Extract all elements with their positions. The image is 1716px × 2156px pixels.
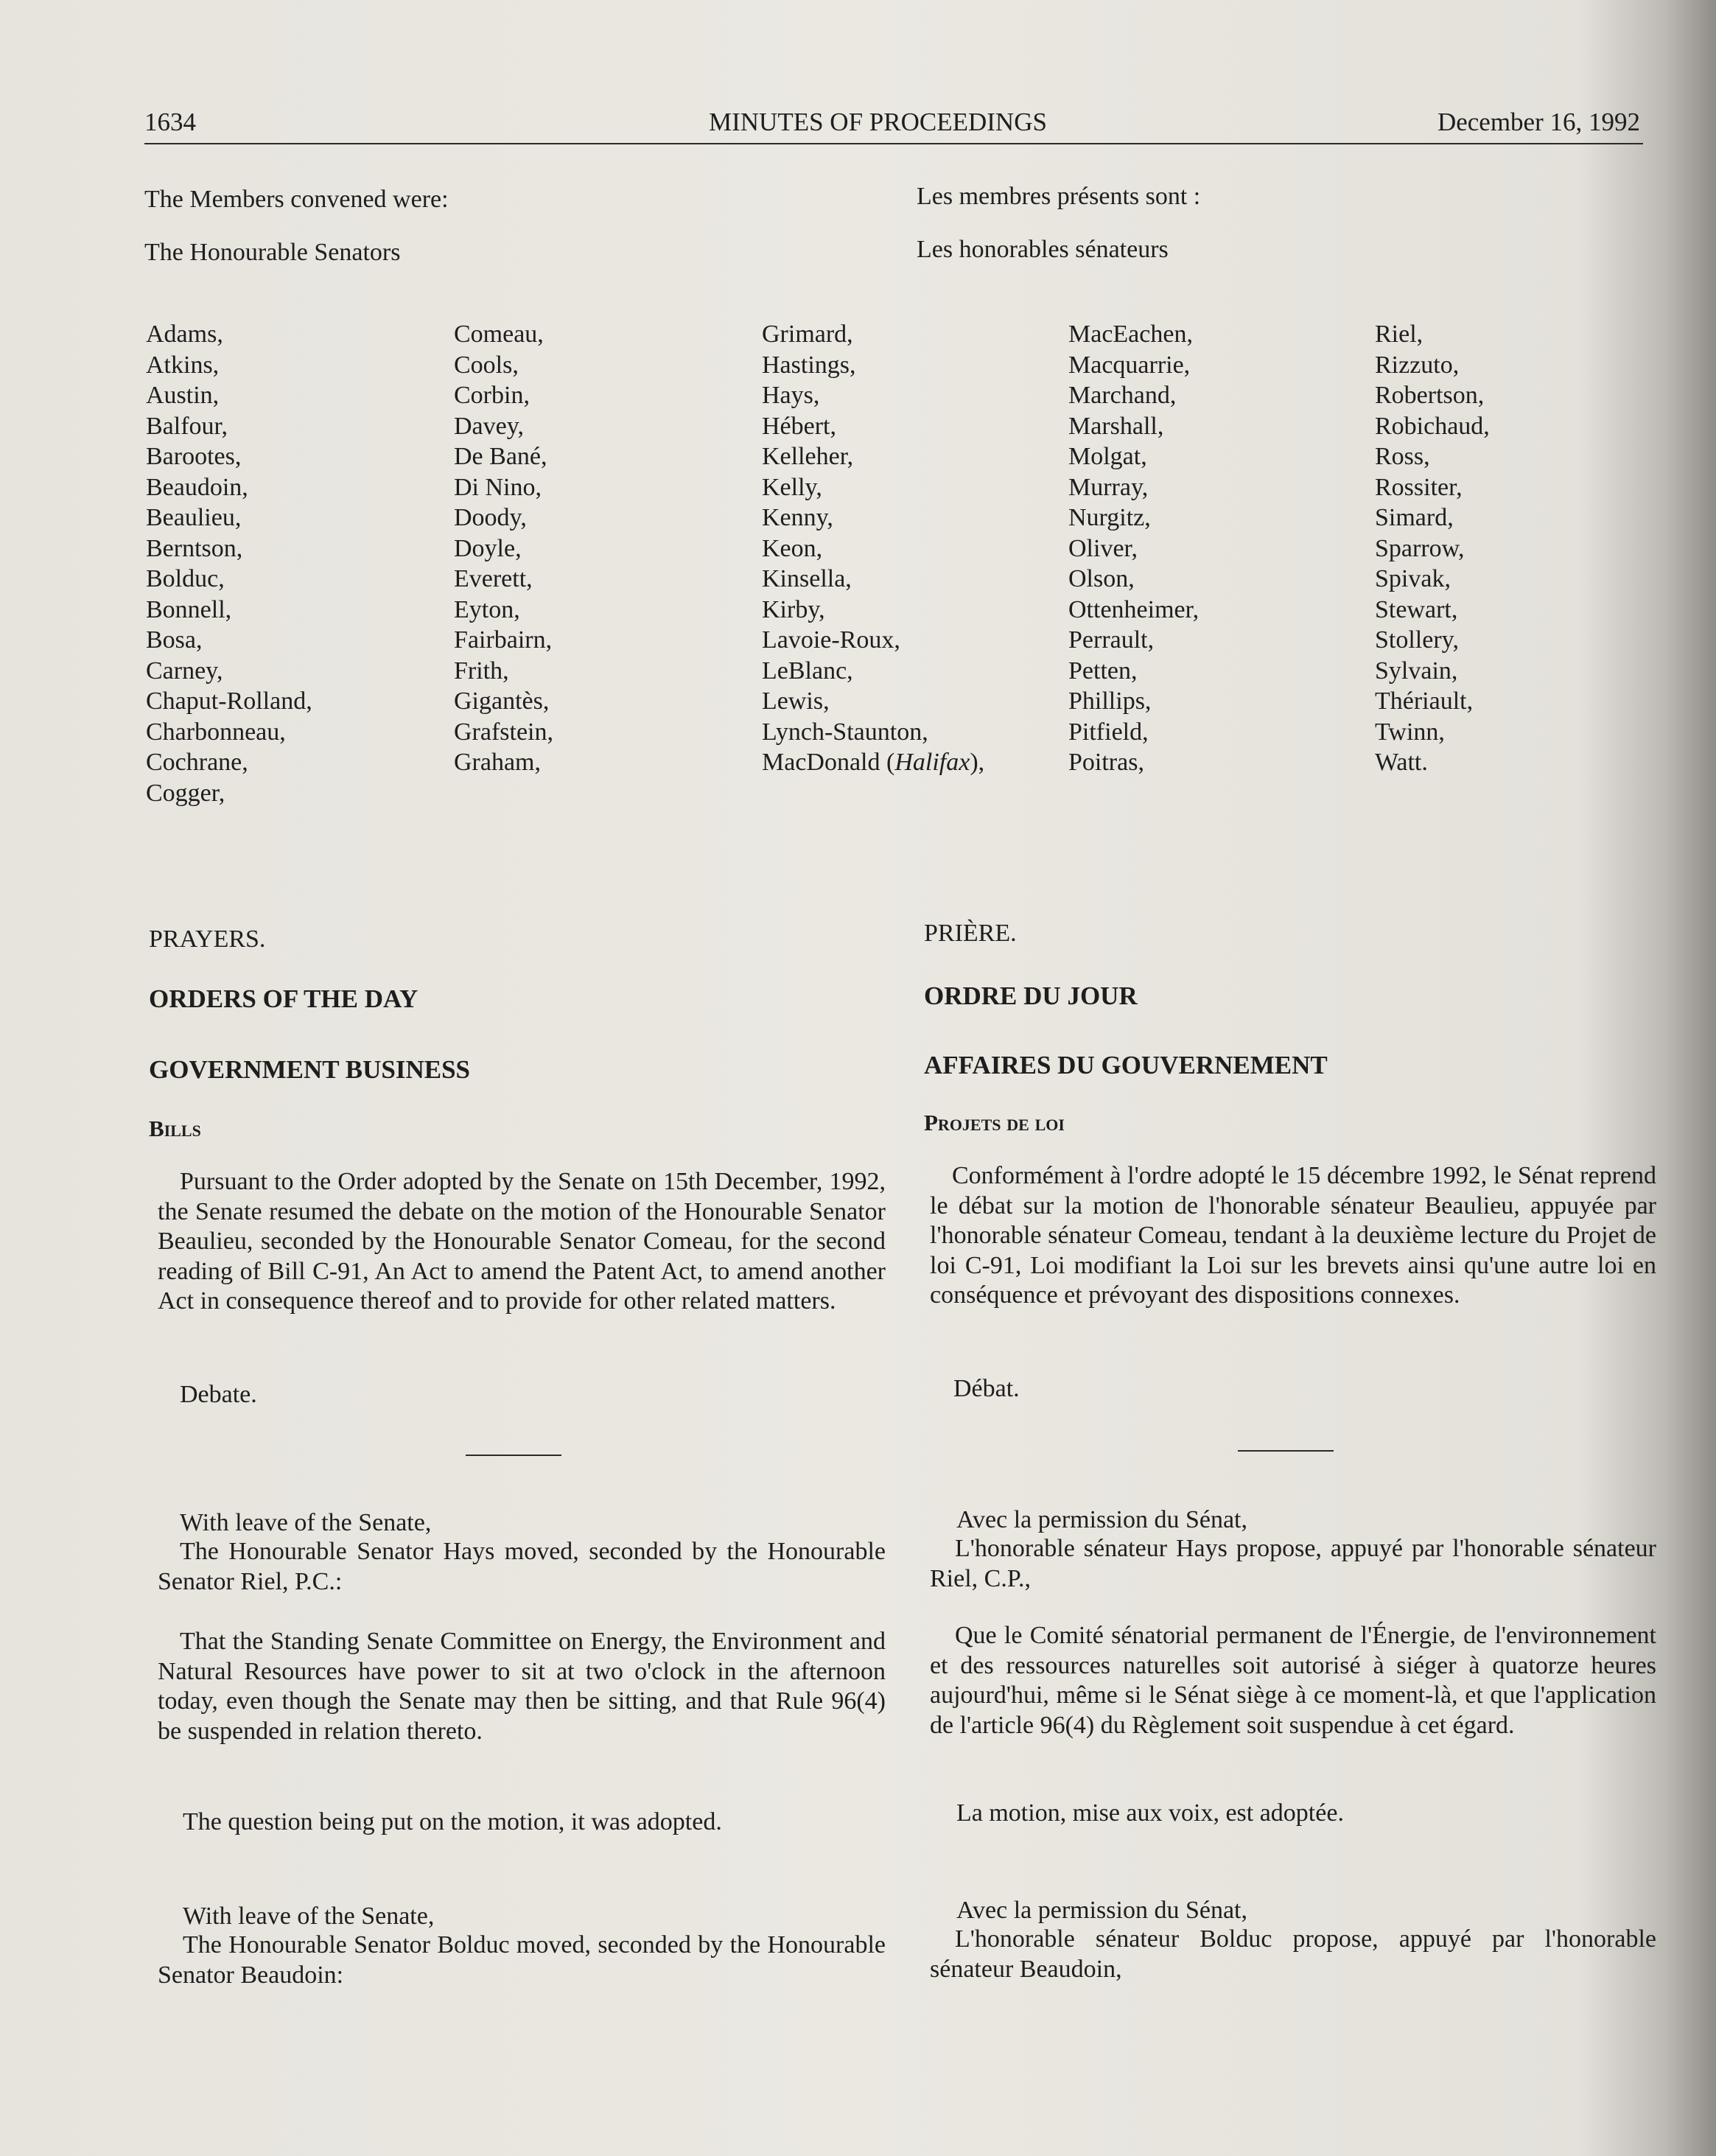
senator-name: Kenny, — [762, 504, 833, 531]
senator-name: Doyle, — [454, 534, 522, 562]
senator-name: Nurgitz, — [1068, 504, 1151, 531]
senator-surname: MacDonald — [762, 749, 880, 776]
senator-name: Rizzuto, — [1375, 351, 1460, 379]
committee-motion-fr — [930, 1621, 1656, 1740]
section-divider-fr — [1238, 1450, 1334, 1452]
prayers-en: PRAYERS. — [149, 925, 266, 953]
senator-name: Eyton, — [454, 595, 520, 623]
bills-subheading: Bills — [149, 1116, 201, 1141]
bill-c91-paragraph-fr — [930, 1161, 1656, 1311]
senator-name: Bonnell, — [146, 595, 232, 623]
senator-name: Sparrow, — [1375, 534, 1465, 562]
senator-name: Macquarrie, — [1068, 351, 1191, 379]
leave-en-2: With leave of the Senate, — [183, 1903, 435, 1930]
senator-name: Fairbairn, — [454, 626, 553, 654]
senator-name: Hébert, — [762, 412, 837, 440]
senator-name: Marchand, — [1068, 382, 1177, 409]
senator-name: Kelly, — [762, 473, 822, 501]
senator-name: Oliver, — [1068, 534, 1138, 562]
senator-names-col1 — [146, 319, 312, 808]
senator-name: Olson, — [1068, 565, 1135, 592]
senator-name: Twinn, — [1375, 718, 1445, 746]
senator-name: Kirby, — [762, 595, 825, 623]
hays-moved-en — [158, 1537, 886, 1597]
senator-name: Robichaud, — [1375, 412, 1490, 440]
senator-name: Frith, — [454, 657, 509, 685]
members-convened: The Members convened were: — [144, 186, 449, 213]
government-business-heading: GOVERNMENT BUSINESS — [149, 1055, 470, 1084]
paragraph-text: L'honorable sénateur Hays propose, appuyé par l'honorable sénateur Riel, C.P., — [930, 1535, 1656, 1592]
senator-name: Gigantès, — [454, 687, 550, 715]
page-header — [144, 108, 1640, 141]
senator-name-macdonald: MacDonald (Halifax), — [762, 749, 985, 776]
senator-name: Lewis, — [762, 687, 830, 715]
senator-name: Carney, — [146, 657, 223, 685]
senator-name: Simard, — [1375, 504, 1454, 531]
header-rule — [144, 143, 1643, 144]
senator-name: Davey, — [454, 412, 525, 440]
question-adoptee-fr: La motion, mise aux voix, est adoptée. — [956, 1799, 1344, 1827]
senator-name: Bolduc, — [146, 565, 225, 592]
senator-name: Cochrane, — [146, 749, 248, 776]
senator-name: Spivak, — [1375, 565, 1451, 592]
senator-name: Sylvain, — [1375, 657, 1458, 685]
page-title: MINUTES OF PROCEEDINGS — [709, 108, 1047, 136]
question-adopted-en: The question being put on the motion, it was adopted. — [183, 1808, 722, 1835]
projets-de-loi-subheading: Projets de loi — [924, 1110, 1065, 1135]
senator-name: Cogger, — [146, 779, 225, 807]
senator-name: MacEachen, — [1068, 321, 1193, 348]
senator-name: Grafstein, — [454, 718, 554, 746]
senator-name: Austin, — [146, 382, 220, 409]
affaires-du-gouvernement-heading: AFFAIRES DU GOUVERNEMENT — [924, 1051, 1328, 1079]
senator-name: Pitfield, — [1068, 718, 1149, 746]
senator-name: Robertson, — [1375, 382, 1485, 409]
page-number: 1634 — [144, 108, 196, 136]
senator-name: Watt. — [1375, 749, 1428, 776]
leave-fr-2: Avec la permission du Sénat, — [956, 1897, 1248, 1924]
senator-name: De Bané, — [454, 443, 547, 470]
paragraph-text: L'honorable sénateur Bolduc propose, appuyé par l'honorable sénateur Beaudoin, — [930, 1925, 1656, 1983]
senator-name: Beaudoin, — [146, 473, 248, 501]
debate-en: Debate. — [180, 1381, 257, 1408]
priere-fr: PRIÈRE. — [924, 920, 1017, 947]
name-suffix: ), — [970, 749, 985, 776]
senator-name: Cools, — [454, 351, 519, 379]
senator-names-col4 — [1068, 319, 1199, 778]
senator-name: Hays, — [762, 382, 820, 409]
senator-name: Thériault, — [1375, 687, 1474, 715]
senator-name: Murray, — [1068, 473, 1149, 501]
senator-name: Comeau, — [454, 321, 544, 348]
senator-name: Perrault, — [1068, 626, 1155, 654]
senator-name: Rossiter, — [1375, 473, 1463, 501]
senator-name: Adams, — [146, 321, 223, 348]
senator-name: Hastings, — [762, 351, 856, 379]
senator-name: Charbonneau, — [146, 718, 286, 746]
senator-name: Stollery, — [1375, 626, 1459, 654]
membres-presents: Les membres présents sont : — [917, 183, 1201, 210]
senator-name: Ottenheimer, — [1068, 595, 1200, 623]
leave-fr-1: Avec la permission du Sénat, — [956, 1506, 1248, 1533]
senator-names-col2 — [454, 319, 553, 778]
debat-fr: Débat. — [953, 1375, 1020, 1402]
senator-name: Berntson, — [146, 534, 243, 562]
bolduc-propose-fr — [930, 1925, 1656, 1984]
senator-name: Marshall, — [1068, 412, 1164, 440]
senator-name: Riel, — [1375, 321, 1423, 348]
senator-name: Kinsella, — [762, 565, 852, 592]
senator-name: Barootes, — [146, 443, 242, 470]
senator-name: Lynch-Staunton, — [762, 718, 928, 746]
paragraph-text: That the Standing Senate Committee on Energy, the Environment and Natural Resources have power to sit at two o'clock in the afternoon today, even though the Senate may then be sitting, and that Rule 96(4) be suspended in relation thereto. — [158, 1628, 886, 1745]
senator-name: Corbin, — [454, 382, 530, 409]
senator-name: Keon, — [762, 534, 823, 562]
senator-name: Ross, — [1375, 443, 1430, 470]
ordre-du-jour-heading: ORDRE DU JOUR — [924, 981, 1138, 1010]
paragraph-text: The Honourable Senator Bolduc moved, seconded by the Honourable Senator Beaudoin: — [158, 1931, 886, 1989]
page-date: December 16, 1992 — [1437, 108, 1640, 136]
senator-name: Phillips, — [1068, 687, 1152, 715]
senator-name: Atkins, — [146, 351, 220, 379]
leave-en-1: With leave of the Senate, — [180, 1509, 432, 1536]
senator-division: Halifax — [894, 749, 970, 776]
senator-name: Lavoie-Roux, — [762, 626, 900, 654]
senator-name: Balfour, — [146, 412, 228, 440]
senator-name: Poitras, — [1068, 749, 1144, 776]
committee-motion-en — [158, 1627, 886, 1746]
senator-names-col5 — [1375, 319, 1490, 778]
senator-name: Everett, — [454, 565, 533, 592]
senator-name: Doody, — [454, 504, 527, 531]
orders-of-the-day-heading: ORDERS OF THE DAY — [149, 984, 419, 1013]
senator-name: LeBlanc, — [762, 657, 853, 685]
paragraph-text: The Honourable Senator Hays moved, seconded by the Honourable Senator Riel, P.C.: — [158, 1538, 886, 1595]
senator-name: Di Nino, — [454, 473, 542, 501]
paragraph-text: Que le Comité sénatorial permanent de l'Énergie, de l'environnement et des ressources naturelles soit autorisé à siéger à quatorze heures aujourd'hui, même si le Sénat siège à ce moment-là, et que l'application de l'article 96(4) du Règlement soit suspendue à cet égard. — [930, 1622, 1656, 1739]
section-divider-en — [466, 1455, 561, 1456]
paragraph-text: Pursuant to the Order adopted by the Senate on 15th December, 1992, the Senate resumed the debate on the motion of the Honourable Senator Beaulieu, seconded by the Honourable Senator Comeau, for the second reading of Bill C-91, An Act to amend the Patent Act, to amend another Act in consequence thereof and to provide for other related matters. — [158, 1168, 886, 1315]
senator-name: Stewart, — [1375, 595, 1458, 623]
hays-propose-fr — [930, 1534, 1656, 1594]
senator-name: Beaulieu, — [146, 504, 242, 531]
honorables-senateurs: Les honorables sénateurs — [917, 236, 1169, 263]
senator-name: Bosa, — [146, 626, 203, 654]
senator-name: Petten, — [1068, 657, 1138, 685]
senator-name: Kelleher, — [762, 443, 854, 470]
paragraph-text: Conformément à l'ordre adopté le 15 décembre 1992, le Sénat reprend le débat sur la motion de l'honorable sénateur Beaulieu, appuyée par l'honorable sénateur Comeau, tendant à la deuxième lecture du Projet de loi C-91, Loi modifiant la Loi sur les brevets ainsi qu'une autre loi en conséquence et prévoyant des dispositions connexes. — [930, 1162, 1656, 1309]
bill-c91-paragraph-en — [158, 1167, 886, 1317]
bolduc-moved-en — [158, 1931, 886, 1990]
senator-names-col3 — [762, 319, 984, 778]
senator-name: Graham, — [454, 749, 542, 776]
senator-name: Molgat, — [1068, 443, 1147, 470]
senator-name: Grimard, — [762, 321, 853, 348]
honourable-senators: The Honourable Senators — [144, 239, 401, 266]
senator-name: Chaput-Rolland, — [146, 687, 312, 715]
